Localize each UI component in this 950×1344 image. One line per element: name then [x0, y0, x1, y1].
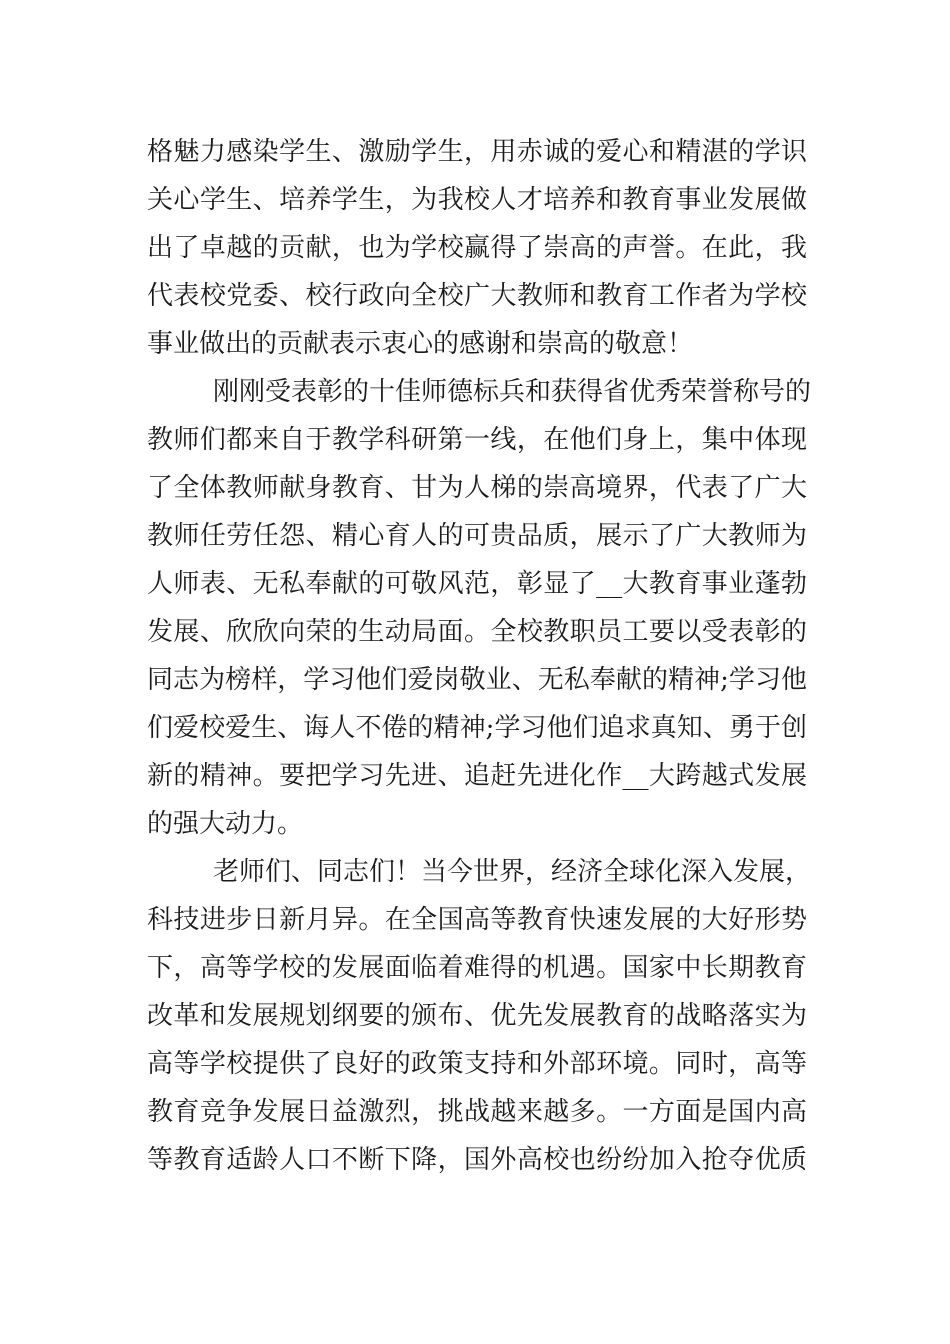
paragraph-3-line-4: 改革和发展规划纲要的颁布、优先发展教育的战略落实为 — [147, 1001, 807, 1031]
paragraph-3-line-3: 下，高等学校的发展面临着难得的机遇。国家中长期教育 — [147, 953, 807, 983]
paragraph-3-line-6: 教育竞争发展日益激烈，挑战越来越多。一方面是国内高 — [147, 1097, 807, 1127]
paragraph-1-line-5: 事业做出的贡献表示衷心的感谢和崇高的敬意！ — [147, 329, 694, 359]
paragraph-3-line-7: 等教育适龄人口不断下降，国外高校也纷纷加入抢夺优质 — [147, 1145, 807, 1175]
paragraph-2-line-10: 的强大动力。 — [147, 809, 304, 839]
paragraph-1-line-4: 代表校党委、校行政向全校广大教师和教育工作者为学校 — [147, 281, 807, 311]
paragraph-1-line-1: 格魅力感染学生、激励学生，用赤诚的爱心和精湛的学识 — [147, 137, 807, 167]
paragraph-2-line-8: 们爱校爱生、诲人不倦的精神;学习他们追求真知、勇于创 — [147, 713, 807, 743]
paragraph-2-line-5: 人师表、无私奉献的可敬风范，彰显了__大教育事业蓬勃 — [147, 569, 807, 599]
paragraph-2-line-7: 同志为榜样，学习他们爱岗敬业、无私奉献的精神;学习他 — [147, 665, 807, 695]
paragraph-1-line-3: 出了卓越的贡献，也为学校赢得了崇高的声誉。在此，我 — [147, 233, 807, 263]
paragraph-2-line-3: 了全体教师献身教育、甘为人梯的崇高境界，代表了广大 — [147, 473, 807, 503]
paragraph-3-line-2: 科技进步日新月异。在全国高等教育快速发展的大好形势 — [147, 905, 807, 935]
paragraph-2-line-9: 新的精神。要把学习先进、追赶先进化作__大跨越式发展 — [147, 761, 807, 791]
paragraph-2-line-2: 教师们都来自于教学科研第一线，在他们身上，集中体现 — [147, 425, 807, 455]
paragraph-3-line-1: 老师们、同志们！当今世界，经济全球化深入发展， — [213, 857, 812, 887]
paragraph-1-line-2: 关心学生、培养学生，为我校人才培养和教育事业发展做 — [147, 185, 807, 215]
paragraph-3-line-5: 高等学校提供了良好的政策支持和外部环境。同时，高等 — [147, 1049, 807, 1079]
paragraph-2-line-6: 发展、欣欣向荣的生动局面。全校教职员工要以受表彰的 — [147, 617, 807, 647]
paragraph-2-line-4: 教师任劳任怨、精心育人的可贵品质，展示了广大教师为 — [147, 521, 807, 551]
paragraph-2-line-1: 刚刚受表彰的十佳师德标兵和获得省优秀荣誉称号的 — [213, 377, 812, 407]
